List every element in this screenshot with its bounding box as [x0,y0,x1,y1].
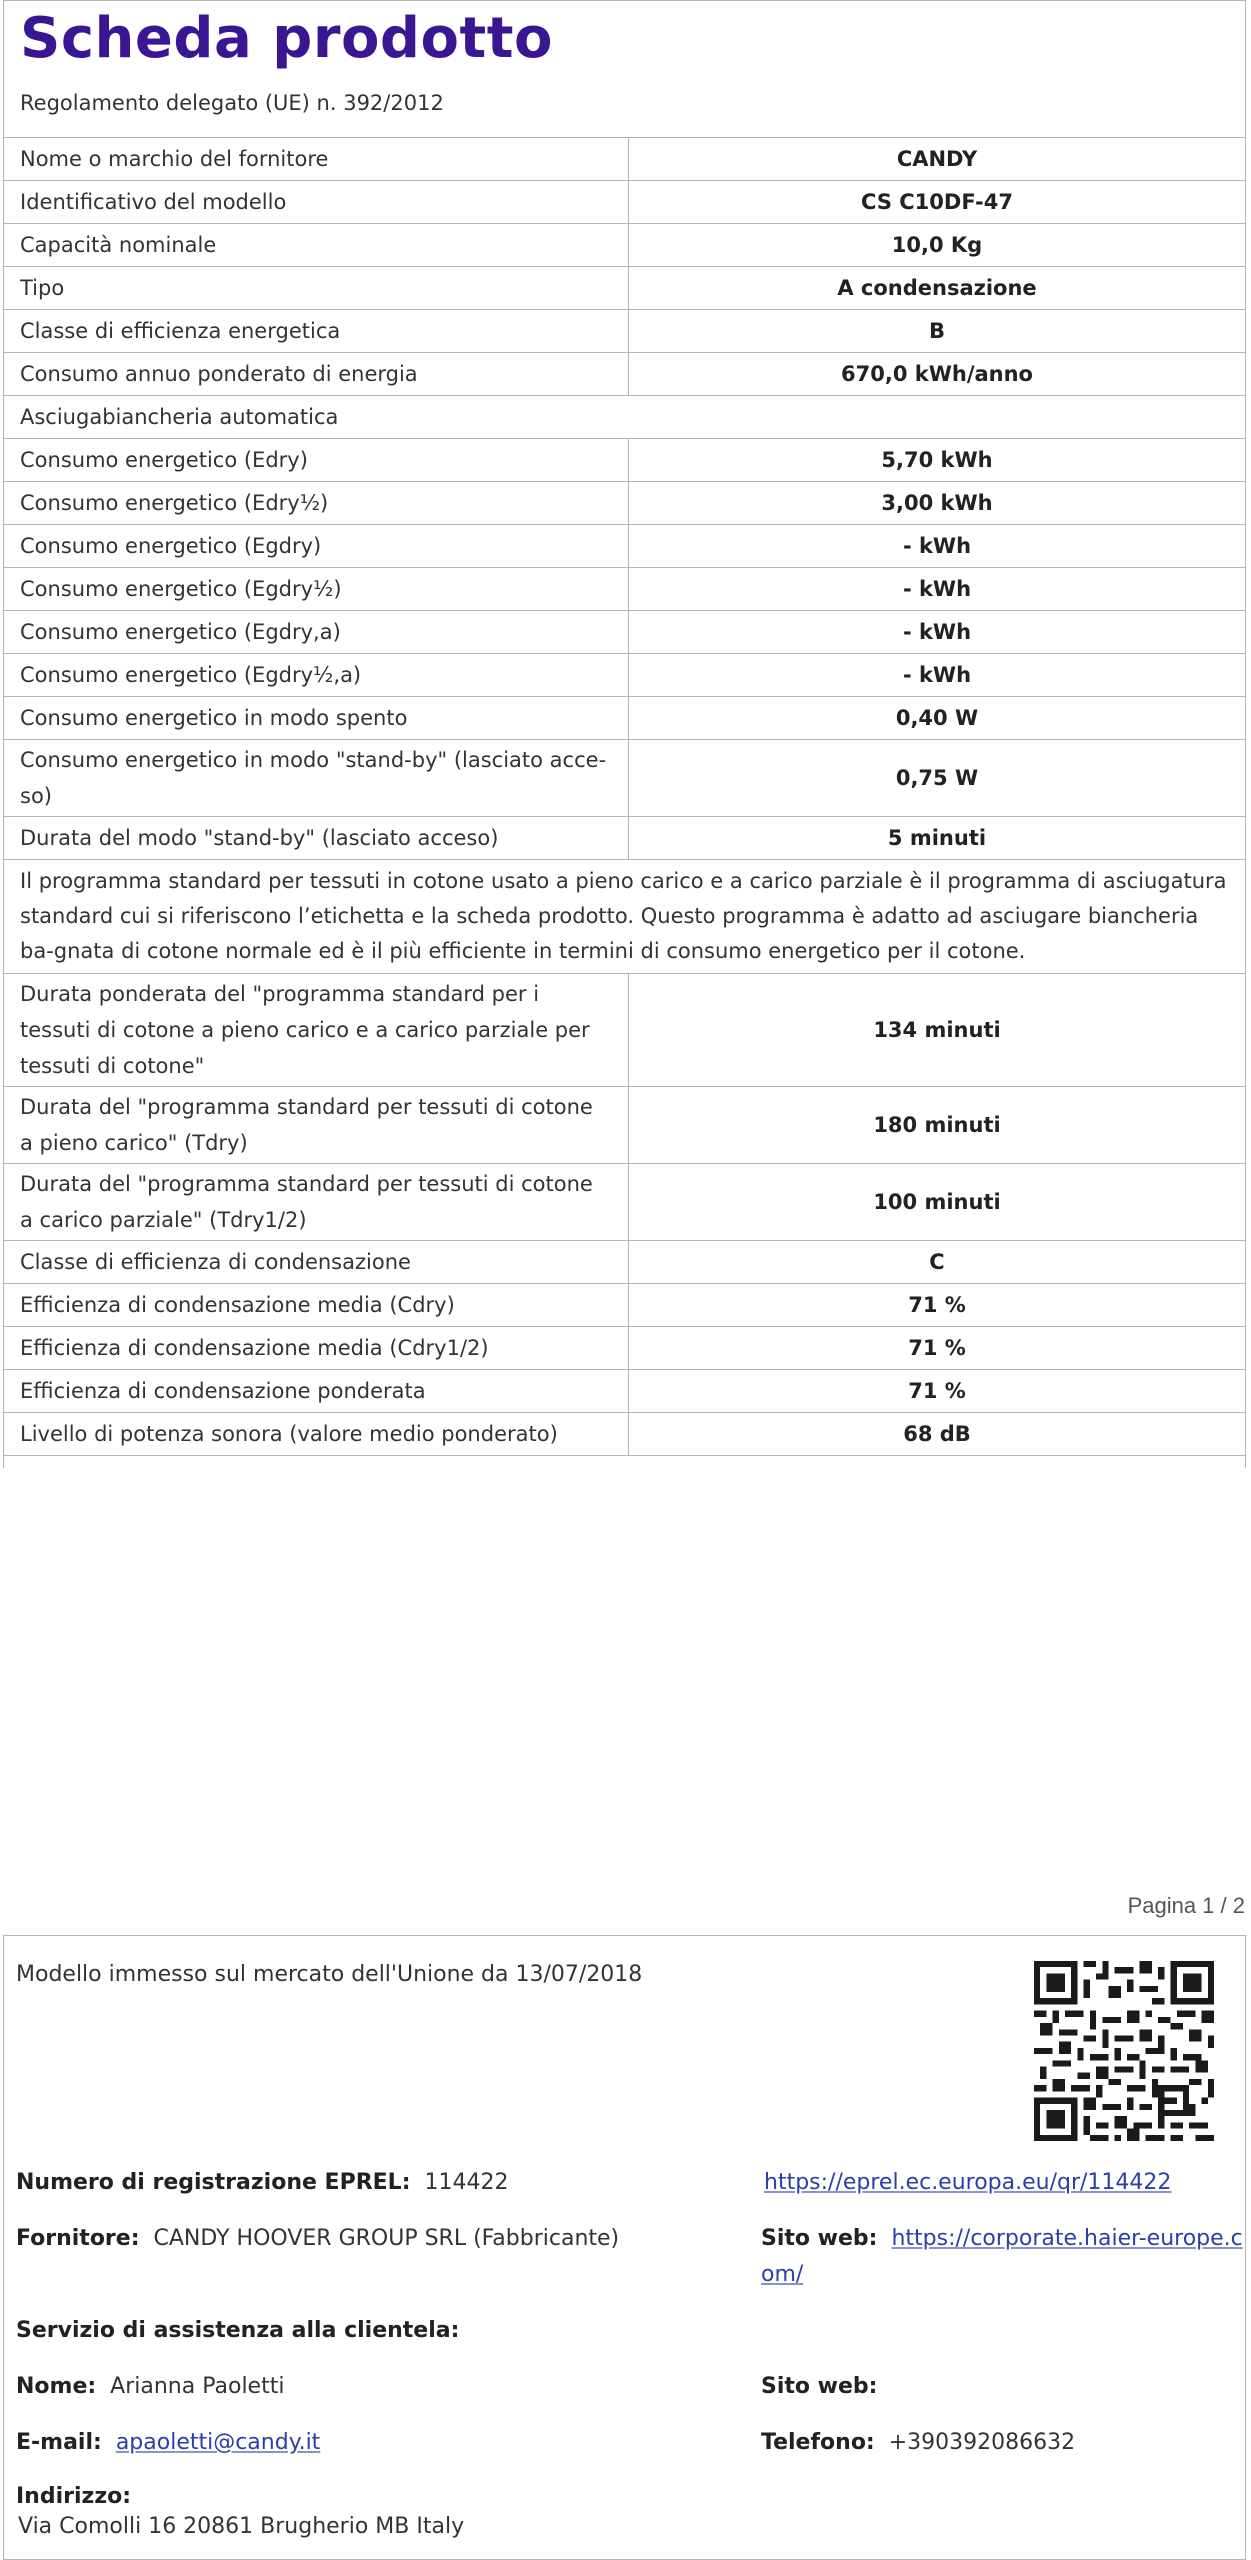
email-label: E-mail: [16,2430,102,2455]
row-label: Consumo annuo ponderato di energia [4,353,629,396]
row-value: 5,70 kWh [629,439,1246,482]
table-row [4,525,1245,568]
row-label: Efficienza di condensazione media (Cdry1/2) [4,1327,629,1370]
qr-code-icon [1034,1961,1214,2141]
footer-box [3,1935,1246,2560]
page-number: Pagina 1 / 2 [1127,1893,1245,1918]
eprel-line [16,2170,508,2195]
row-label: Durata del "programma standard per tessuti di cotone a pieno carico" (Tdry) [4,1087,629,1164]
row-label: Identificativo del modello [4,181,629,224]
address-value: Via Comolli 16 20861 Brugherio MB Italy [18,2514,465,2539]
phone-line [761,2430,1075,2455]
table-row [4,568,1245,611]
row-value: 68 dB [629,1413,1246,1456]
supplier-label: Fornitore: [16,2226,140,2251]
row-value: 71 % [629,1370,1246,1413]
row-value: 0,40 W [629,697,1246,740]
website-link-continued[interactable]: om/ [761,2262,804,2287]
table-row [4,974,1245,1087]
website-link[interactable]: https://corporate.haier-europe.c [891,2226,1243,2251]
row-value: 100 minuti [629,1164,1246,1241]
row-label: Durata del modo "stand-by" (lasciato acceso) [4,817,629,860]
supplier-value: CANDY HOOVER GROUP SRL (Fabbricante) [153,2226,620,2251]
row-value: CANDY [629,138,1246,181]
row-value: 134 minuti [629,974,1246,1087]
row-value: - kWh [629,568,1246,611]
row-label: Consumo energetico (Egdry½,a) [4,654,629,697]
row-label: Classe di efficienza energetica [4,310,629,353]
table-row [4,181,1245,224]
row-label: Classe di efficienza di condensazione [4,1241,629,1284]
table-row [4,611,1245,654]
program-description: Il programma standard per tessuti in cotone usato a pieno carico e a carico parziale è il programma di asciugatura standard cui si riferiscono l’etichetta e la scheda prodotto. Questo programma è adatto ad asciugare biancheria ba-gnata di cotone normale ed è il più efficiente in termini di consumo energetico per il cotone. [4,860,1245,974]
eprel-link[interactable]: https://eprel.ec.europa.eu/qr/114422 [764,2170,1172,2195]
table-row [4,1087,1245,1164]
name-value: Arianna Paoletti [110,2374,285,2399]
eprel-value: 114422 [424,2170,509,2195]
table-row [4,1164,1245,1241]
table-row [4,482,1245,525]
row-value: 0,75 W [629,740,1246,817]
service-website-label: Sito web: [761,2374,878,2399]
phone-label: Telefono: [761,2430,875,2455]
row-label: Durata del "programma standard per tessuti di cotone a carico parziale" (Tdry1/2) [4,1164,629,1241]
name-label: Nome: [16,2374,97,2399]
row-label: Consumo energetico (Edry½) [4,482,629,525]
contact-name-line [16,2374,284,2399]
website-line [761,2226,1243,2251]
row-value: 180 minuti [629,1087,1246,1164]
eprel-label: Numero di registrazione EPREL: [16,2170,411,2195]
table-row [4,1327,1245,1370]
table-row [4,1241,1245,1284]
table-row [4,439,1245,482]
row-label: Efficienza di condensazione ponderata [4,1370,629,1413]
table-row [4,740,1245,817]
row-label: Durata ponderata del "programma standard per i tessuti di cotone a pieno carico e a carico parziale per tessuti di cotone" [4,974,629,1087]
row-label: Consumo energetico (Egdry,a) [4,611,629,654]
row-label: Consumo energetico (Egdry½) [4,568,629,611]
table-row [4,1370,1245,1413]
table-row [4,1284,1245,1327]
row-value: - kWh [629,525,1246,568]
row-label: Consumo energetico in modo "stand-by" (lasciato acce-so) [4,740,629,817]
table-row [4,817,1245,860]
row-value: B [629,310,1246,353]
row-value: 5 minuti [629,817,1246,860]
market-date-text: Modello immesso sul mercato dell'Unione da 13/07/2018 [16,1962,643,1987]
row-value: 3,00 kWh [629,482,1246,525]
row-value: - kWh [629,611,1246,654]
row-value: 71 % [629,1327,1246,1370]
website-label: Sito web: [761,2226,878,2251]
row-value: 10,0 Kg [629,224,1246,267]
table-row [4,396,1245,439]
row-label: Consumo energetico (Edry) [4,439,629,482]
spec-table [4,137,1245,1456]
email-link[interactable]: apaoletti@candy.it [115,2430,321,2455]
table-row [4,310,1245,353]
phone-value: +390392086632 [888,2430,1076,2455]
table-row [4,267,1245,310]
customer-service-label: Servizio di assistenza alla clientela: [16,2318,460,2343]
row-label: Efficienza di condensazione media (Cdry) [4,1284,629,1327]
address-label: Indirizzo: [16,2484,132,2509]
row-value: - kWh [629,654,1246,697]
supplier-line [16,2226,619,2251]
table-row [4,353,1245,396]
row-value: A condensazione [629,267,1246,310]
table-row [4,224,1245,267]
section-heading: Asciugabiancheria automatica [4,396,1245,439]
row-label: Livello di potenza sonora (valore medio ponderato) [4,1413,629,1456]
row-value: CS C10DF-47 [629,181,1246,224]
table-row [4,654,1245,697]
row-value: 670,0 kWh/anno [629,353,1246,396]
email-line [16,2430,320,2455]
page-title: Scheda prodotto [20,6,553,71]
regulation-subtitle: Regolamento delegato (UE) n. 392/2012 [20,91,444,115]
row-label: Tipo [4,267,629,310]
table-row [4,860,1245,974]
table-row [4,697,1245,740]
product-sheet [3,0,1246,1468]
row-label: Nome o marchio del fornitore [4,138,629,181]
table-row [4,1413,1245,1456]
row-label: Consumo energetico in modo spento [4,697,629,740]
row-label: Capacità nominale [4,224,629,267]
row-value: 71 % [629,1284,1246,1327]
row-label: Consumo energetico (Egdry) [4,525,629,568]
row-value: C [629,1241,1246,1284]
table-row [4,138,1245,181]
